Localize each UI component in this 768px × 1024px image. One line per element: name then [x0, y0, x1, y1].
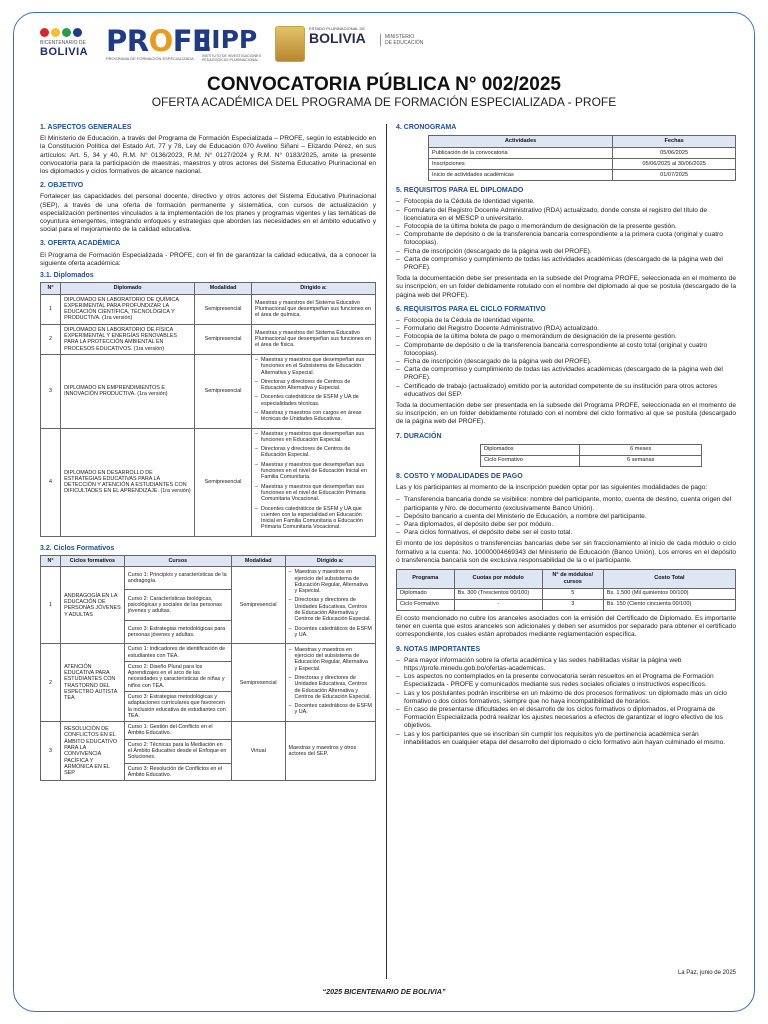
- column-divider: [386, 124, 387, 979]
- list-item: – Las y los postulantes podrán inscribirse en un máximo de dos procesos formativos: un diplomado más un ciclo formativo o dos ciclos formativos, siempre que no haya incompatibilidad de horarios.: [396, 690, 736, 706]
- modulos: 5: [542, 588, 603, 599]
- bicentenario-logo: [40, 26, 96, 58]
- dirigido-list: [255, 431, 372, 531]
- fecha: 05/06/2025 al 30/06/2025: [613, 159, 736, 170]
- iipp-logo-subtext: INSTITUTO DE INVESTIGACIONES PEDAGÓGICAS PLURINACIONAL: [202, 54, 261, 62]
- ciclos-table: [40, 555, 376, 781]
- section-aspectos-generales: [40, 124, 376, 176]
- section-requisitos-diplomado: [396, 187, 736, 300]
- ciclo-name: ATENCIÓN EDUCATIVA PARA ESTUDIANTES CON TRASTORNO DEL ESPECTRO AUTISTA TEA: [61, 644, 125, 722]
- programa: Diplomado: [397, 588, 455, 599]
- modalidad: Semipresencial: [195, 294, 252, 324]
- modalidad: Semipresencial: [231, 644, 285, 722]
- ministerio-line-1: MINISTERIO: [385, 34, 415, 40]
- list-item: – Formulario del Registro Docente Administrativo (RDA) actualizado, donde conste el registro del título de licenciatura en el MESCP o universitario.: [396, 207, 736, 223]
- section-heading: 3. OFERTA ACADÉMICA: [40, 240, 121, 248]
- column-header: N°: [41, 283, 61, 294]
- section-oferta-academica: [40, 240, 376, 781]
- column-header: Cursos: [124, 555, 231, 566]
- section-heading: 5. REQUISITOS PARA EL DIPLOMADO: [396, 187, 524, 195]
- list-item: – Directoras y directores de Unidades Educativas, Centros de Educación Alternativa y Centros de Educación Especial.: [289, 597, 372, 622]
- costo-table: [396, 569, 736, 611]
- iipp-logo: [202, 26, 262, 62]
- list-item: – Maestras y maestros que desempeñan sus funciones en Educación Especial.: [255, 431, 372, 444]
- list-item: – Directoras y directores de Centros de Educación Alternativa y Especial.: [255, 379, 372, 392]
- list-item: – Transferencia bancaria donde se visibilice: nombre del participante, monto, cuenta de destino, cuenta origen del participante y Nro. de documento (exclusivamente Banco Unión).: [396, 496, 736, 512]
- column-header: Dirigido a:: [252, 283, 376, 294]
- list-item: – Fotocopia de la última boleta de pago o memorándum de designación de la presente gestión.: [396, 223, 736, 231]
- list-item: – Docentes catedráticos de ESFM y UA que cuenten con la especialidad en Educación Inicial en Familia Comunitaria o Educación Primaria Comunitaria Vocacional.: [255, 506, 372, 531]
- list-item: – Los aspectos no contemplados en la presente convocatoria serán resueltos en el Programa de Formación Especializada - PROFE y comunicados mediante sus redes sociales oficiales o instructivos específicos.: [396, 673, 736, 689]
- footer-motto: “2025 BICENTENARIO DE BOLIVIA”: [322, 987, 446, 996]
- column-header: Cuotas por módulo: [454, 569, 542, 588]
- list-item: – Directoras y directores de Centros de Educación Especial.: [255, 446, 372, 459]
- cronograma-table: [428, 135, 736, 181]
- list-item: – Fotocopia de la Cédula de Identidad vigente.: [396, 317, 736, 325]
- column-header: Actividades: [429, 136, 613, 148]
- list-item: – Maestras y maestros que desempeñan sus funciones en el Subsistema de Educación Alternativa y Especial.: [255, 357, 372, 376]
- section-intro: Las y los participantes al momento de la inscripción pueden optar por las siguientes modalidades de pago:: [396, 484, 708, 492]
- row-number: 3: [41, 354, 61, 428]
- curso-cell: Curso 3: Resolución de Conflictos en el Ámbito Educativo.: [124, 763, 231, 781]
- ciclo-name: RESOLUCIÓN DE CONFLICTOS EN EL ÁMBITO EDUCATIVO PARA LA CONVIVENCIA PACÍFICA Y ARMÓNICA EN EL SEP: [61, 722, 125, 781]
- curso-cell: Curso 1: Indicadores de identificación de estudiantes con TEA.: [124, 644, 231, 662]
- table-row: [481, 455, 702, 466]
- curso-cell: Curso 2: Diseño Plural para los Aprendizajes en el arco de las necesidades y características de niñas y niños con TEA.: [124, 661, 231, 691]
- section-text: El Programa de Formación Especializada - PROFE, con el fin de garantizar la calidad educativa, da a conocer la siguiente oferta académica:: [40, 251, 376, 267]
- table-row: [41, 294, 376, 324]
- section-duracion: [396, 433, 736, 467]
- programa: Diplomados: [481, 444, 580, 455]
- modalidad: Semipresencial: [195, 428, 252, 536]
- actividad: Inscripciones: [429, 159, 613, 170]
- list-item: – Para ciclos formativos, el depósito debe ser el costo total.: [396, 529, 736, 537]
- section-heading: 1. ASPECTOS GENERALES: [40, 124, 132, 131]
- section-note: Toda la documentación debe ser presentada en la subsede del Programa PROFE, seleccionada en el momento de su inscripción, en un folder debidamente rotulado con el nombre del diplomado al que se postula (descargado de la página web del PROFE).: [396, 275, 736, 299]
- iipp-logo-text: IIPP: [202, 25, 258, 54]
- list-item: – Carta de compromiso y cumplimiento de todas las actividades académicas (descargado de la página web del PROFE).: [396, 366, 736, 382]
- cuota: Bs. 300 (Trescientos 00/100): [454, 588, 542, 599]
- page-subtitle: OFERTA ACADÉMICA DEL PROGRAMA DE FORMACIÓN ESPECIALIZADA - PROFE: [151, 95, 617, 109]
- table-row: [41, 567, 376, 590]
- bicentenario-small-text: BICENTENARIO DE: [40, 40, 86, 46]
- notas-list: [396, 657, 736, 747]
- modalidad: Virtual: [231, 722, 285, 781]
- list-item: – Docentes catedráticos de ESFM y UA.: [289, 703, 372, 716]
- list-item: – Comprobante de depósito o de la transferencia bancaria correspondiente a la primera cuota (original y cuatro fotocopias).: [396, 231, 736, 247]
- profe-logo-subtext: PROGRAMA DE FORMACIÓN ESPECIALIZADA: [106, 56, 194, 61]
- diplomado-name: DIPLOMADO EN EMPRENDIMIENTOS E INNOVACIÓN PRODUCTIVA. (1ra versión): [61, 354, 195, 428]
- section-after-note: El costo mencionado no cubre los aranceles asociados con la emisión del Certificado de Diplomado. Es importante tener en cuenta que estos aranceles son adicionales y deben ser asumidos por separado para obtener el certificado correspondiente, los cuales están aprobados mediante reglamentación específica.: [396, 614, 736, 639]
- page-title: CONVOCATORIA PÚBLICA N° 002/2025: [207, 74, 561, 95]
- list-item: – Para mayor información sobre la oferta académica y las sedes habilitadas visitar la página web https://profe.minedu.gob.bo/ofertas-academicas.: [396, 657, 736, 673]
- list-item: – Comprobante de depósito o de la transferencia bancaria correspondiente al costo total (original y cuatro fotocopias).: [396, 342, 736, 358]
- list-item: – En caso de presentarse dificultades en el desarrollo de los ciclos formativos o diplomados, el Programa de Formación Especializada podrá realizar los ajustes necesarios a efectos de garantizar el logro efectivo de los objetivos.: [396, 706, 736, 731]
- left-column: [40, 124, 376, 787]
- programa: Ciclo Formativo: [481, 455, 580, 466]
- curso-cell: Curso 1: Principios y características de la andragogía.: [124, 567, 231, 590]
- section-heading: 2. OBJETIVO: [40, 182, 84, 190]
- table-row: [481, 444, 702, 455]
- modalidad: Semipresencial: [231, 567, 285, 644]
- list-item: – Fotocopia de la última boleta de pago o memorándum de designación de la presente gestión.: [396, 333, 736, 341]
- column-header: Diplomado: [61, 283, 195, 294]
- list-item: – Depósito bancario a cuenta del Ministerio de Educación, a nombre del participante.: [396, 513, 736, 521]
- list-item: – Maestras y maestros que desempeñan sus funciones en el nivel de Educación Inicial en Familia Comunitaria.: [255, 462, 372, 481]
- table-row: [41, 644, 376, 662]
- diplomado-name: DIPLOMADO EN LABORATORIO DE FÍSICA EXPERIMENTAL Y ENERGÍAS RENOVABLES PARA LA PROTECCIÓN AMBIENTAL EN PROCESOS EDUCATIVOS. (1ra versión): [61, 324, 195, 354]
- list-item: – Maestras y maestros en ejercicio del subsistema de Educación Regular, Alternativa y Especial.: [289, 569, 372, 594]
- table-row: [397, 588, 736, 599]
- section-objetivo: [40, 182, 376, 234]
- diplomados-table: [40, 282, 376, 537]
- list-item: – Maestras y maestros que desempeñan sus funciones en el nivel de Educación Primaria Comunitaria Vocacional.: [255, 484, 372, 503]
- costo-total: Bs. 150 (Ciento cincuenta 00/100): [603, 599, 735, 610]
- curso-cell: Curso 2: Características biológicas, psicológicas y sociales de las personas jóvenes y adultas.: [124, 590, 231, 621]
- list-item: – Docentes catedráticos de ESFM y UA de especialidades técnicas.: [255, 394, 372, 407]
- header-logos: [40, 22, 730, 70]
- list-item: – Formulario del Registro Docente Administrativo (RDA) actualizado.: [396, 325, 736, 333]
- dirigido-a: [285, 644, 375, 722]
- section-heading: 8. COSTO Y MODALIDADES DE PAGO: [396, 472, 523, 480]
- modalidad: Semipresencial: [195, 324, 252, 354]
- list-item: – Docentes catedráticos de ESFM y UA.: [289, 626, 372, 639]
- curso-cell: Curso 2: Técnicas para la Mediación en el Ámbito Educativo desde el Enfoque en Soluciones.: [124, 739, 231, 763]
- column-header: Ciclos formativos: [61, 555, 125, 566]
- table-row: [429, 159, 736, 170]
- table-row: [41, 428, 376, 536]
- curso-cell: Curso 3: Estrategias metodológicas y adaptaciones curriculares que favorecen la inclusión educativa de estudiantes con TEA.: [124, 692, 231, 722]
- row-number: 2: [41, 644, 61, 722]
- section-text: El Ministerio de Educación, a través del Programa de Formación Especializada – PROFE, según lo establecido en la Constitución Política del Estado Art. 77 y 78, Ley de Educación 070 Avelino Siñani – Elizardo Pérez, en sus artículos: Art. 5, 34 y 40, R.M. N° 0136/2023, R.M. N° 0127/2024 y R.M. N° 0183/2025, amite la presente convocatoria para la participación de maestras, maestros y otros actores del Sistema Educativo Plurinacional en los diplomados y ciclos formativos de alcance nacional.: [40, 135, 376, 176]
- duracion-table: [480, 444, 702, 467]
- subsection-heading: 3.1. Diplomados: [40, 272, 94, 280]
- ciclo-name: ANDRAGOGÍA EN LA EDUCACIÓN DE PERSONAS JÓVENES Y ADULTAS: [61, 567, 125, 644]
- row-number: 1: [41, 294, 61, 324]
- curso-cell: Curso 3: Estrategias metodológicas para personas jóvenes y adultas.: [124, 621, 231, 644]
- column-header: Dirigido a:: [285, 555, 375, 566]
- actividad: Publicación de la convocatoria: [429, 148, 613, 159]
- requisitos-diplomado-list: [396, 198, 736, 272]
- fecha: 01/07/2025: [613, 170, 736, 181]
- dirigido-a: [252, 428, 376, 536]
- dirigido-a: Maestras y maestros del Sistema Educativo Plurinacional que desempeñan sus funciones en el área de química.: [252, 294, 376, 324]
- profe-logo-letter: O: [148, 24, 173, 58]
- modalidades-pago-list: [396, 496, 736, 537]
- modulos: 3: [542, 599, 603, 610]
- curso-cell: Curso 1: Gestión del Conflicto en el Ámbito Educativo.: [124, 722, 231, 740]
- list-item: – Para diplomados, el depósito debe ser por módulo.: [396, 521, 736, 529]
- section-heading: 4. CRONOGRAMA: [396, 124, 457, 131]
- list-item: – Carta de compromiso y cumplimiento de todas las actividades académicas (descargado de la página web del PROFE).: [396, 256, 736, 272]
- section-heading: 7. DURACIÓN: [396, 432, 442, 440]
- list-item: – Las y los participantes que se inscriban sin cumplir los requisitos y/o de pertinencia académica serán inhabilitados en cualquier etapa del desarrollo del diplomado o ciclo formativo aún hayan culminado el mismo.: [396, 731, 736, 747]
- ministerio-line-2: DE EDUCACIÓN: [385, 40, 424, 46]
- estado-big-text: BOLIVIA: [309, 30, 366, 46]
- duracion: 6 semanas: [580, 455, 702, 466]
- cuota: -: [454, 599, 542, 610]
- row-number: 2: [41, 324, 61, 354]
- modalidad: Semipresencial: [195, 354, 252, 428]
- table-row: [41, 324, 376, 354]
- table-row: [397, 599, 736, 610]
- right-column: [396, 124, 736, 753]
- row-number: 4: [41, 428, 61, 536]
- list-item: – Ficha de inscripción (descargado de la página web del PROFE).: [396, 248, 736, 256]
- table-row: [429, 170, 736, 181]
- column-header: N°: [41, 555, 61, 566]
- subsection-heading: 3.2. Ciclos Formativos: [40, 544, 115, 552]
- dirigido-a: Maestras y maestros del Sistema Educativo Plurinacional que desempeñan sus funciones en el área de física.: [252, 324, 376, 354]
- dirigido-list: [289, 647, 372, 716]
- column-header: Modalidad: [195, 283, 252, 294]
- programa: Ciclo Formativo: [397, 599, 455, 610]
- table-row: [429, 148, 736, 159]
- diplomado-name: DIPLOMADO EN LABORATORIO DE QUÍMICA EXPERIMENTAL PARA PROFUNDIZAR LA EDUCACIÓN CIENTÍFICA, TECNOLÓGICA Y PRODUCTIVA. (1ra versión): [61, 294, 195, 324]
- bicentenario-dots-icon: [40, 28, 96, 37]
- row-number: 1: [41, 567, 61, 644]
- row-number: 3: [41, 722, 61, 781]
- column-header: Programa: [397, 569, 455, 588]
- list-item: – Fotocopia de la Cédula de Identidad vigente.: [396, 198, 736, 206]
- list-item: – Maestras y maestros en ejercicio del subsistema de Educación Regular, Alternativa y Especial.: [289, 647, 372, 672]
- place-date: La Paz, junio de 2025: [677, 970, 736, 976]
- fecha: 05/06/2025: [613, 148, 736, 159]
- estado-plurinacional-logo: [275, 26, 385, 62]
- section-note: El monto de los depósitos o transferencias bancarias debe ser sin fraccionamiento al inicio de cada módulo o ciclo formativo a la cuenta: No. 10000004669343 del Ministerio de Educación (Banco Unión). Los errores en el depósito o transferencia bancaria son de exclusiva responsabilidad de la o el participante.: [396, 540, 736, 564]
- section-note: Toda la documentación debe ser presentada en la subsede del Programa PROFE, seleccionada en el momento de su inscripción, en un folder debidamente rotulado con el nombre del ciclo formativo al que se postula (descargado de la página web del PROFE).: [396, 402, 736, 426]
- column-header: Modalidad: [231, 555, 285, 566]
- profe-logo: [106, 24, 212, 61]
- section-notas: [396, 646, 736, 747]
- table-row: [41, 722, 376, 740]
- diplomado-name: DIPLOMADO EN DESARROLLO DE ESTRATEGIAS EDUCATIVAS PARA LA DETECCIÓN Y ATENCIÓN A ESTUDIANTES CON DIFICULTADES EN EL APRENDIZAJE. (1ra versión): [61, 428, 195, 536]
- section-requisitos-ciclo: [396, 306, 736, 427]
- column-header: Costo Total: [603, 569, 735, 588]
- list-item: – Maestras y maestros con cargos en áreas técnicas de Unidades Educativas.: [255, 410, 372, 423]
- dirigido-list: [255, 357, 372, 423]
- dirigido-a: [285, 567, 375, 644]
- list-item: – Directoras y directores de Unidades Educativas, Centros de Educación Alternativa y Centros de Educación Especial.: [289, 675, 372, 700]
- section-heading: 6. REQUISITOS PARA EL CICLO FORMATIVO: [396, 305, 546, 313]
- column-header: Fechas: [613, 136, 736, 148]
- list-item: – Ficha de inscripción (descargado de la página web del PROFE).: [396, 358, 736, 366]
- bicentenario-big-text: BOLIVIA: [40, 46, 89, 58]
- dirigido-a: [252, 354, 376, 428]
- table-row: [41, 354, 376, 428]
- section-costo: [396, 473, 736, 640]
- profe-logo-text: PROFE: [106, 24, 212, 58]
- section-text: Fortalecer las capacidades del personal docente, directivo y otros actores del Sistema Educativo Plurinacional (SEP), a través de una oferta de formación permanente y sistemática, con cursos de actualización y especialización pertinentes vinculados a la implementación de los planes y programas vigentes y las temáticas de coyuntura emergentes, integrando enfoques y estrategias que aborden las necesidades en el ámbito educativo y social para el mejoramiento de la calidad educativa.: [40, 193, 376, 234]
- actividad: Inicio de actividades académicas: [429, 170, 613, 181]
- ministerio-logo: [380, 34, 450, 46]
- costo-total: Bs. 1.500 (Mil quinientos 00/100): [603, 588, 735, 599]
- section-heading: 9. NOTAS IMPORTANTES: [396, 645, 481, 653]
- coat-of-arms-icon: [275, 26, 305, 62]
- list-item: – Certificado de trabajo (actualizado) emitido por la autoridad competente de su institución para otros actores educativos del SEP.: [396, 383, 736, 399]
- dirigido-list: [289, 569, 372, 638]
- dirigido-a: Maestras y maestros y otros actores del SEP.: [285, 722, 375, 781]
- estado-small-text: ESTADO PLURINACIONAL DE: [309, 26, 366, 31]
- requisitos-ciclo-list: [396, 317, 736, 399]
- duracion: 6 meses: [580, 444, 702, 455]
- section-cronograma: [396, 124, 736, 181]
- column-header: N° de módulos/ cursos: [542, 569, 603, 588]
